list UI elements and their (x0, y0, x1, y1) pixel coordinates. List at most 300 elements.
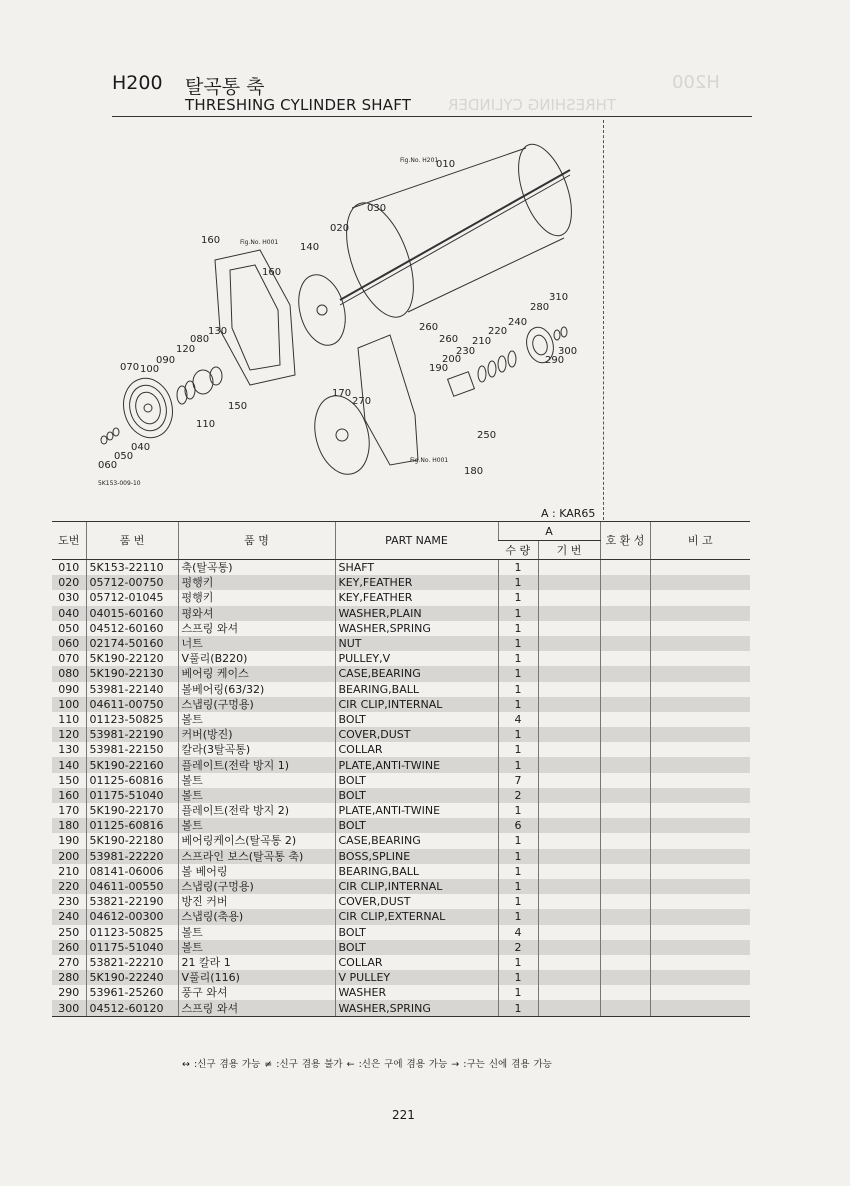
plate-140 (291, 270, 352, 351)
cell-remarks (650, 909, 750, 924)
cell-remarks (650, 788, 750, 803)
cell-remarks (650, 940, 750, 955)
col-period: 기 번 (538, 541, 600, 560)
cell-interchange (600, 864, 650, 879)
cell-part-name: PULLEY,V (335, 651, 498, 666)
cell-period (538, 879, 600, 894)
cell-part-name-ko: 칼라(3탈곡통) (178, 742, 335, 757)
cell-qty: 1 (498, 590, 538, 605)
cell-part-name-ko: 평행키 (178, 590, 335, 605)
col-no: 도번 (52, 522, 86, 560)
page-code: H200 (112, 72, 163, 94)
cell-no: 010 (58, 561, 80, 575)
cell-part-name: WASHER (335, 985, 498, 1000)
callout-310: 310 (549, 292, 569, 303)
cell-remarks (650, 575, 750, 590)
cell-period (538, 651, 600, 666)
callout-170: 170 (332, 388, 352, 399)
cell-remarks (650, 590, 750, 605)
cell-remarks (650, 636, 750, 651)
cell-remarks (650, 985, 750, 1000)
cell-part-name-ko: V풀리(116) (178, 970, 335, 985)
cell-part-name-ko: 볼베어링(63/32) (178, 682, 335, 697)
cell-interchange (600, 682, 650, 697)
table-row (52, 773, 750, 788)
cell-interchange (600, 621, 650, 636)
cell-qty: 1 (498, 849, 538, 864)
cell-period (538, 773, 600, 788)
cell-period (538, 742, 600, 757)
cell-period (538, 606, 600, 621)
cell-part-name: COLLAR (335, 955, 498, 970)
cell-part-name-ko: 볼트 (178, 788, 335, 803)
cell-qty: 1 (498, 833, 538, 848)
cell-remarks (650, 849, 750, 864)
cell-interchange (600, 909, 650, 924)
cell-remarks (650, 925, 750, 940)
cell-part-name-ko: 플레이트(전락 방지 1) (178, 757, 335, 772)
cell-part-name: BOLT (335, 788, 498, 803)
cell-part-name: CIR CLIP,EXTERNAL (335, 909, 498, 924)
cell-qty: 1 (498, 879, 538, 894)
callout-100: 100 (140, 364, 160, 375)
cell-part-name-ko: 축(탈곡통) (178, 560, 335, 576)
callout-260: 260 (419, 322, 439, 333)
cell-part-name: CASE,BEARING (335, 833, 498, 848)
cell-interchange (600, 651, 650, 666)
cell-part-name: WASHER,SPRING (335, 1000, 498, 1016)
table-row (52, 621, 750, 636)
cell-part-no: 53981-22150 (86, 742, 178, 757)
table-row (52, 970, 750, 985)
cell-period (538, 818, 600, 833)
cell-part-name: BEARING,BALL (335, 682, 498, 697)
cell-no: 250 (58, 925, 80, 939)
cell-part-no: 53821-22210 (86, 955, 178, 970)
table-row (52, 560, 750, 576)
cell-period (538, 803, 600, 818)
cell-period (538, 621, 600, 636)
cell-part-name: V PULLEY (335, 970, 498, 985)
table-row (52, 955, 750, 970)
table-row (52, 590, 750, 605)
table-row (52, 742, 750, 757)
cell-no: 040 (52, 606, 86, 621)
cell-qty: 1 (498, 970, 538, 985)
cell-part-name: COLLAR (335, 742, 498, 757)
callout-160: 160 (201, 235, 221, 246)
callout-270: 270 (352, 396, 372, 407)
cell-interchange (600, 560, 650, 576)
callout-010: 010 (436, 159, 456, 170)
cell-part-no: 04611-00550 (86, 879, 178, 894)
cell-part-no: 08141-06006 (86, 864, 178, 879)
cell-part-no: 5K190-22240 (86, 970, 178, 985)
cell-remarks (650, 1000, 750, 1016)
cell-qty: 4 (498, 712, 538, 727)
cell-interchange (600, 575, 650, 590)
callout-160-b: 160 (262, 267, 282, 278)
cell-part-name: BOLT (335, 940, 498, 955)
callout-060: 060 (98, 460, 118, 471)
cell-interchange (600, 955, 650, 970)
cell-part-name: BOSS,SPLINE (335, 849, 498, 864)
cell-interchange (600, 879, 650, 894)
cell-no: 210 (58, 864, 80, 878)
cell-qty: 1 (498, 985, 538, 1000)
cell-qty: 1 (498, 894, 538, 909)
cell-part-no: 02174-50160 (86, 636, 178, 651)
table-row (52, 606, 750, 621)
cell-part-no: 53981-22140 (86, 682, 178, 697)
bleed-through-title: THRESHING CYLINDER (448, 96, 617, 114)
parts-table-body (52, 560, 750, 1017)
cell-part-name-ko: 베어링케이스(탈곡통 2) (178, 833, 335, 848)
exploded-parts-diagram (90, 130, 610, 500)
cell-remarks (650, 879, 750, 894)
cell-part-name-ko: 스프링 와셔 (178, 621, 335, 636)
cell-part-no: 01175-51040 (86, 788, 178, 803)
cell-no: 120 (52, 727, 86, 742)
cell-no: 160 (52, 788, 86, 803)
cell-period (538, 682, 600, 697)
cell-part-name-ko: 볼트 (178, 818, 335, 833)
table-row (52, 925, 750, 940)
cell-interchange (600, 666, 650, 681)
cell-remarks (650, 742, 750, 757)
cell-no: 060 (52, 636, 86, 651)
cell-no: 080 (52, 666, 86, 681)
table-row (52, 985, 750, 1000)
cell-qty: 7 (498, 773, 538, 788)
table-row (52, 940, 750, 955)
interchange-legend: ↔ :신구 겸용 가능 ≠ :신구 겸용 불가 ← :신은 구에 겸용 가능 → :구는 신에 겸용 가능 (182, 1059, 552, 1070)
callout-040: 040 (131, 442, 151, 453)
table-row (52, 636, 750, 651)
cell-interchange (600, 742, 650, 757)
cell-part-no: 01125-60816 (86, 818, 178, 833)
callout-250: 250 (477, 430, 497, 441)
cell-part-no: 53821-22190 (86, 894, 178, 909)
cell-no: 110 (58, 712, 80, 726)
cell-qty: 1 (498, 955, 538, 970)
cell-no: 270 (58, 955, 80, 969)
cell-part-name: COVER,DUST (335, 727, 498, 742)
callout-130: 130 (208, 326, 228, 337)
callout-230: 230 (456, 346, 476, 357)
cell-part-no: 01123-50825 (86, 925, 178, 940)
cell-qty: 1 (498, 742, 538, 757)
cell-part-name-ko: 볼트 (178, 940, 335, 955)
col-interchange: 호 환 성 (600, 522, 650, 560)
cell-qty: 4 (498, 925, 538, 940)
cell-part-name-ko: 방진 커버 (178, 894, 335, 909)
cell-period (538, 666, 600, 681)
cell-remarks (650, 712, 750, 727)
callout-240: 240 (508, 317, 528, 328)
cell-no: 290 (58, 986, 80, 1000)
cell-part-name: KEY,FEATHER (335, 590, 498, 605)
cell-part-name: BOLT (335, 773, 498, 788)
cell-interchange (600, 757, 650, 772)
drawing-code: 5K153-009-10 (98, 480, 141, 487)
threshing-drum (333, 137, 582, 326)
cell-part-no: 05712-01045 (86, 590, 178, 605)
cell-no: 170 (58, 804, 80, 818)
callout-280: 280 (530, 302, 550, 313)
cell-qty: 1 (498, 621, 538, 636)
cell-no: 030 (58, 591, 80, 605)
callout-220: 220 (488, 326, 508, 337)
cell-qty: 1 (498, 1000, 538, 1016)
cell-part-no: 5K190-22170 (86, 803, 178, 818)
cell-part-name-ko: 커버(방진) (178, 727, 335, 742)
callout-300: 300 (558, 346, 578, 357)
cell-period (538, 590, 600, 605)
cell-qty: 1 (498, 666, 538, 681)
cell-remarks (650, 955, 750, 970)
cell-part-name-ko: 볼트 (178, 712, 335, 727)
cell-qty: 1 (498, 636, 538, 651)
table-row (52, 682, 750, 697)
cell-period (538, 955, 600, 970)
cell-part-name: CIR CLIP,INTERNAL (335, 697, 498, 712)
cell-remarks (650, 666, 750, 681)
page-title-korean: 탈곡통 축 (185, 76, 265, 98)
cell-part-no: 04612-00300 (86, 909, 178, 924)
table-row (52, 727, 750, 742)
cell-no: 180 (52, 818, 86, 833)
table-row (52, 788, 750, 803)
cell-part-name-ko: 평와셔 (178, 606, 335, 621)
cell-part-no: 53981-22220 (86, 849, 178, 864)
cell-part-no: 01175-51040 (86, 940, 178, 955)
cell-part-no: 5K153-22110 (86, 560, 178, 576)
header-row (52, 522, 750, 541)
cell-part-no: 04611-00750 (86, 697, 178, 712)
cell-part-name-ko: 볼트 (178, 773, 335, 788)
cell-part-name: BEARING,BALL (335, 864, 498, 879)
cell-remarks (650, 606, 750, 621)
cell-interchange (600, 727, 650, 742)
cell-period (538, 697, 600, 712)
table-row (52, 697, 750, 712)
cell-remarks (650, 818, 750, 833)
cell-no: 150 (58, 773, 80, 787)
cell-period (538, 575, 600, 590)
cell-interchange (600, 788, 650, 803)
cell-remarks (650, 682, 750, 697)
cell-part-name-ko: 스프링 와셔 (178, 1000, 335, 1016)
cell-part-name: BOLT (335, 925, 498, 940)
cell-part-name: PLATE,ANTI-TWINE (335, 757, 498, 772)
callout-150: 150 (228, 401, 248, 412)
cell-qty: 1 (498, 560, 538, 576)
cell-no: 280 (52, 970, 86, 985)
cell-part-no: 5K190-22180 (86, 833, 178, 848)
cell-period (538, 985, 600, 1000)
cell-part-no: 5K190-22160 (86, 757, 178, 772)
cell-interchange (600, 606, 650, 621)
cell-remarks (650, 773, 750, 788)
table-row (52, 712, 750, 727)
table-row (52, 803, 750, 818)
cell-period (538, 712, 600, 727)
figref-h201: Fig.No. H201 (400, 157, 439, 164)
cell-no: 020 (52, 575, 86, 590)
cell-part-no: 01123-50825 (86, 712, 178, 727)
cell-part-name: CIR CLIP,INTERNAL (335, 879, 498, 894)
cell-no: 190 (58, 834, 80, 848)
cell-no: 100 (52, 697, 86, 712)
callout-070: 070 (120, 362, 140, 373)
col-group-a: A (498, 522, 600, 541)
cell-qty: 1 (498, 757, 538, 772)
cell-remarks (650, 560, 750, 576)
cell-part-name: COVER,DUST (335, 894, 498, 909)
cell-part-no: 53961-25260 (86, 985, 178, 1000)
cell-period (538, 1000, 600, 1016)
cell-period (538, 833, 600, 848)
cell-part-name: KEY,FEATHER (335, 575, 498, 590)
cell-period (538, 636, 600, 651)
cell-interchange (600, 833, 650, 848)
table-row (52, 818, 750, 833)
cell-remarks (650, 697, 750, 712)
table-row (52, 849, 750, 864)
callout-110: 110 (196, 419, 216, 430)
cell-interchange (600, 773, 650, 788)
callout-180: 180 (464, 466, 484, 477)
cell-period (538, 849, 600, 864)
cell-period (538, 970, 600, 985)
cell-no: 260 (52, 940, 86, 955)
figref-h001-b: Fig.No. H001 (410, 457, 449, 464)
table-row (52, 909, 750, 924)
col-part-name-ko: 품 명 (178, 522, 335, 560)
cell-period (538, 864, 600, 879)
cell-no: 300 (52, 1000, 86, 1016)
callout-050: 050 (114, 451, 134, 462)
cell-part-no: 04015-60160 (86, 606, 178, 621)
col-qty: 수 량 (498, 541, 538, 560)
col-part-no: 품 번 (86, 522, 178, 560)
cell-part-name: WASHER,PLAIN (335, 606, 498, 621)
cell-no: 240 (52, 909, 86, 924)
cell-remarks (650, 757, 750, 772)
cell-qty: 1 (498, 864, 538, 879)
cell-part-name-ko: 플레이트(전락 방지 2) (178, 803, 335, 818)
cell-no: 090 (58, 682, 80, 696)
cell-no: 140 (52, 757, 86, 772)
page-number: 221 (392, 1108, 415, 1122)
cell-period (538, 925, 600, 940)
cell-part-name-ko: 스냅링(구멍용) (178, 879, 335, 894)
header-rule (112, 116, 752, 117)
table-row (52, 833, 750, 848)
cell-part-name-ko: 스냅링(구멍용) (178, 697, 335, 712)
cell-qty: 6 (498, 818, 538, 833)
table-row (52, 894, 750, 909)
cell-part-name-ko: 평행키 (178, 575, 335, 590)
cell-part-no: 5K190-22120 (86, 651, 178, 666)
cell-qty: 1 (498, 697, 538, 712)
cell-qty: 1 (498, 909, 538, 924)
table-row (52, 757, 750, 772)
callout-190: 190 (429, 363, 449, 374)
cell-remarks (650, 970, 750, 985)
cell-interchange (600, 985, 650, 1000)
cell-part-no: 5K190-22130 (86, 666, 178, 681)
bleed-through-code: H200 (672, 72, 720, 93)
cell-period (538, 940, 600, 955)
cell-interchange (600, 970, 650, 985)
cell-part-no: 04512-60160 (86, 621, 178, 636)
cell-interchange (600, 697, 650, 712)
callout-020: 020 (330, 223, 350, 234)
cell-interchange (600, 849, 650, 864)
cell-qty: 1 (498, 803, 538, 818)
cell-no: 130 (58, 743, 80, 757)
cell-part-name-ko: 너트 (178, 636, 335, 651)
cell-remarks (650, 864, 750, 879)
page-title-english: THRESHING CYLINDER SHAFT (185, 96, 412, 114)
cell-interchange (600, 712, 650, 727)
cell-period (538, 757, 600, 772)
cell-remarks (650, 651, 750, 666)
callout-030: 030 (367, 203, 387, 214)
cell-remarks (650, 894, 750, 909)
cell-qty: 2 (498, 940, 538, 955)
variant-note: A : KAR65 (541, 507, 596, 520)
cell-interchange (600, 894, 650, 909)
cell-part-no: 04512-60120 (86, 1000, 178, 1016)
table-row (52, 1000, 750, 1016)
cell-no: 200 (52, 849, 86, 864)
cell-qty: 1 (498, 682, 538, 697)
callout-090: 090 (156, 355, 176, 366)
cell-part-name: BOLT (335, 712, 498, 727)
cell-part-name-ko: 베어링 케이스 (178, 666, 335, 681)
cell-no: 220 (52, 879, 86, 894)
cell-no: 050 (58, 621, 80, 635)
callout-210: 210 (472, 336, 492, 347)
callout-200: 200 (442, 354, 462, 365)
callout-080: 080 (190, 334, 210, 345)
cell-part-name: NUT (335, 636, 498, 651)
table-row (52, 666, 750, 681)
cell-part-name-ko: 21 칼라 1 (178, 955, 335, 970)
cell-interchange (600, 940, 650, 955)
table-row (52, 575, 750, 590)
cell-part-name-ko: 볼 베어링 (178, 864, 335, 879)
table-row (52, 651, 750, 666)
cell-period (538, 788, 600, 803)
cell-remarks (650, 727, 750, 742)
parts-table (52, 521, 750, 1017)
cell-period (538, 894, 600, 909)
cell-part-name: CASE,BEARING (335, 666, 498, 681)
cell-part-name: SHAFT (335, 560, 498, 576)
cell-qty: 2 (498, 788, 538, 803)
cell-interchange (600, 925, 650, 940)
figref-h001: Fig.No. H001 (240, 239, 279, 246)
cell-part-no: 05712-00750 (86, 575, 178, 590)
col-part-name: PART NAME (335, 522, 498, 560)
cell-no: 070 (58, 652, 80, 666)
table-row (52, 864, 750, 879)
cell-part-name-ko: 풍구 와셔 (178, 985, 335, 1000)
